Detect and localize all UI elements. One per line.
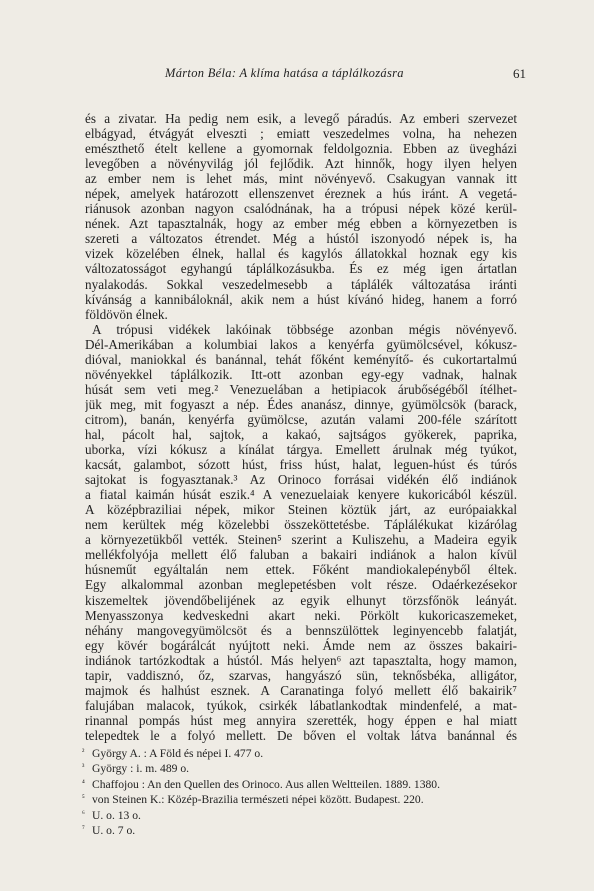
text-line: és a zivatar. Ha pedig nem esik, a levegő páradús. Az emberi szervezet — [85, 111, 517, 126]
text-line: szereti a változatos étrendet. Még a hústól iszonyodó népek is, ha — [85, 231, 517, 247]
footnote-text: Chaffojou : An den Quellen des Orinoco. Aus allen Weltteilen. 1889. 1380. — [92, 777, 441, 791]
text-line: népek, amelyek határozott ellenszenvet éreznek a hús iránt. A vegetá- — [85, 186, 517, 202]
text-line: növényekkel táplálkozik. Itt-ott azonban egy-egy vadnak, halnak — [85, 366, 517, 382]
text-line: majmok és halhúst esznek. A Caranatinga folyó mellett élő bakairik⁷ — [85, 682, 517, 698]
page-header — [0, 66, 594, 86]
text-line: változatosságot egyhangú táplálkozásukba. És ez még igen ártatlan — [85, 261, 517, 277]
text-line: kacsát, galambot, sózott húst, friss húst, halat, leguen-húst és túrós — [85, 457, 517, 473]
text-line: telepedtek le a folyó mellett. De bőven el voltak látva banánnal és — [85, 727, 517, 743]
text-line: az ember nem is lehet más, mint növényevő. Csakugyan vannak itt — [85, 171, 517, 187]
footnote — [82, 791, 522, 806]
text-line: emészthető ételt kellene a gyomornak feldolgoznia. Ebben az üvegházi — [85, 141, 517, 157]
footnote-mark: ⁵ — [82, 793, 85, 803]
text-line: egy kövér bogárálcát nyújtott neki. Ámde nem az összes bakairi- — [85, 637, 517, 653]
running-title: Márton Béla: A klíma hatása a táplálkozásra — [165, 66, 404, 80]
text-line: jük meg, mit fogyaszt a nép. Édes ananász, dinnye, gyümölcsök (barack, — [85, 396, 517, 412]
text-line: indiánok tartózkodtak a hústól. Más helyen⁶ azt tapasztalta, hogy mamon, — [85, 652, 517, 668]
text-line: rinannal pompás húst meg annyira szerették, hogy éppen e hal miatt — [85, 712, 517, 728]
text-line: mellékfolyója mellett élő faluban a bakairi indiánok a halon kívül — [85, 547, 517, 563]
text-line: A középbraziliai népek, mikor Steinen köztük járt, az európaiakkal — [85, 502, 517, 518]
text-line: uborka, vízi kókusz a kínálat tárgya. Emellett árulnak még tyúkot, — [85, 442, 517, 458]
footnote-mark: ⁶ — [82, 808, 85, 818]
text-line: a környezetükből vették. Steinen⁵ szerint a Kuliszehu, a Madeira egyik — [85, 532, 517, 548]
body-text — [85, 111, 517, 743]
text-line: földövön élnek. — [85, 306, 168, 322]
text-line: kívánság a kannibáloknál, akik nem a húst kívánó hideg, hanem a forró — [85, 291, 517, 307]
footnote-text: U. o. 13 o. — [92, 808, 141, 822]
footnote-mark: ³ — [82, 762, 85, 772]
text-line: sajtokat is fogyasztanak.³ Az Orinoco forrásai vidékén élő indiánok — [85, 472, 517, 488]
footnote-mark: ⁴ — [82, 777, 85, 787]
text-line: levegőben a növényvilág jól fejlődik. Azt hinnők, hogy ilyen helyen — [85, 156, 517, 172]
footnote-text: György A. : A Föld és népei I. 477 o. — [92, 747, 264, 760]
text-line: húsát sem veti meg.² Venezuelában a hetipiacok árubőségéből ítélhet- — [85, 381, 517, 397]
text-line: kiszemeltek jövendőbelijének az egyik elhunyt törzsfőnök leányát. — [85, 592, 517, 608]
footnote-text: György : i. m. 489 o. — [92, 762, 190, 776]
text-line: tapir, vaddisznó, őz, szarvas, hangyászó sün, teknősbéka, alligátor, — [85, 667, 517, 683]
footnote-text: U. o. 7 o. — [92, 824, 136, 838]
text-line: húsneműt egyáltalán nem ettek. Főként mandiokalepényből éltek. — [85, 562, 517, 578]
footnotes — [82, 745, 522, 837]
footnote-mark: ⁷ — [82, 824, 85, 834]
text-line: riánusok azonban nagyon csalódnának, ha a trópusi népek közé kerül- — [85, 201, 517, 217]
page-number: 61 — [513, 66, 526, 81]
footnote — [82, 745, 522, 760]
text-line: citrom), banán, kenyérfa gyümölcse, azután valami 200-féle szárított — [85, 411, 517, 427]
text-line: Egy alkalommal azonban meglepetésben volt része. Odaérkezésekor — [85, 577, 517, 593]
text-line: vizek közelében élnek, hallal és kagylós állatokkal hoznak egy kis — [85, 246, 517, 262]
footnote — [82, 776, 522, 791]
text-line: dióval, maniokkal és banánnal, tehát főként keményítő- és cukortartalmú — [85, 351, 517, 367]
text-line: Menyasszonya kedveskedni akart neki. Pörkölt kukoricaszemeket, — [85, 607, 517, 623]
text-line: nének. Azt tapasztalnák, hogy az ember még ebben a környezetben is — [85, 216, 517, 232]
text-line: hal, pácolt hal, sajtok, a kakaó, sajtságos gyökerek, paprika, — [85, 426, 517, 442]
text-line: a fiatal kaimán húsát eszik.⁴ A venezuelaiak kenyere kukoricából készül. — [85, 487, 517, 503]
footnote-mark: ² — [82, 747, 85, 756]
text-line: nyalakodás. Sokkal veszedelmesebb a táplálék változatása iránti — [85, 276, 517, 292]
text-line: elbágyad, étvágyát elveszti ; emiatt veszedelmes volna, ha nehezen — [85, 126, 517, 142]
footnote — [82, 822, 522, 837]
text-line: Dél-Amerikában a kolumbiai lakos a kenyérfa gyümölcsével, kókusz- — [85, 336, 517, 352]
text-line: néhány mangovegyümölcsöt és a bennszülöttek leginyencebb falatját, — [85, 622, 517, 638]
paragraph-start-line: A trópusi vidékek lakóinak többsége azonban mégis növényevő. — [92, 321, 517, 337]
footnote-text: von Steinen K.: Közép-Brazilia természeti népei között. Budapest. 220. — [92, 793, 424, 807]
footnote — [82, 807, 522, 822]
text-line: falujában malacok, tyúkok, csirkék lábatlankodtak mindenfelé, a mat- — [85, 697, 517, 713]
text-line: nem kerültek még közelebbi összeköttetésbe. Táplálékukat kizárólag — [85, 517, 517, 533]
footnote — [82, 760, 522, 775]
